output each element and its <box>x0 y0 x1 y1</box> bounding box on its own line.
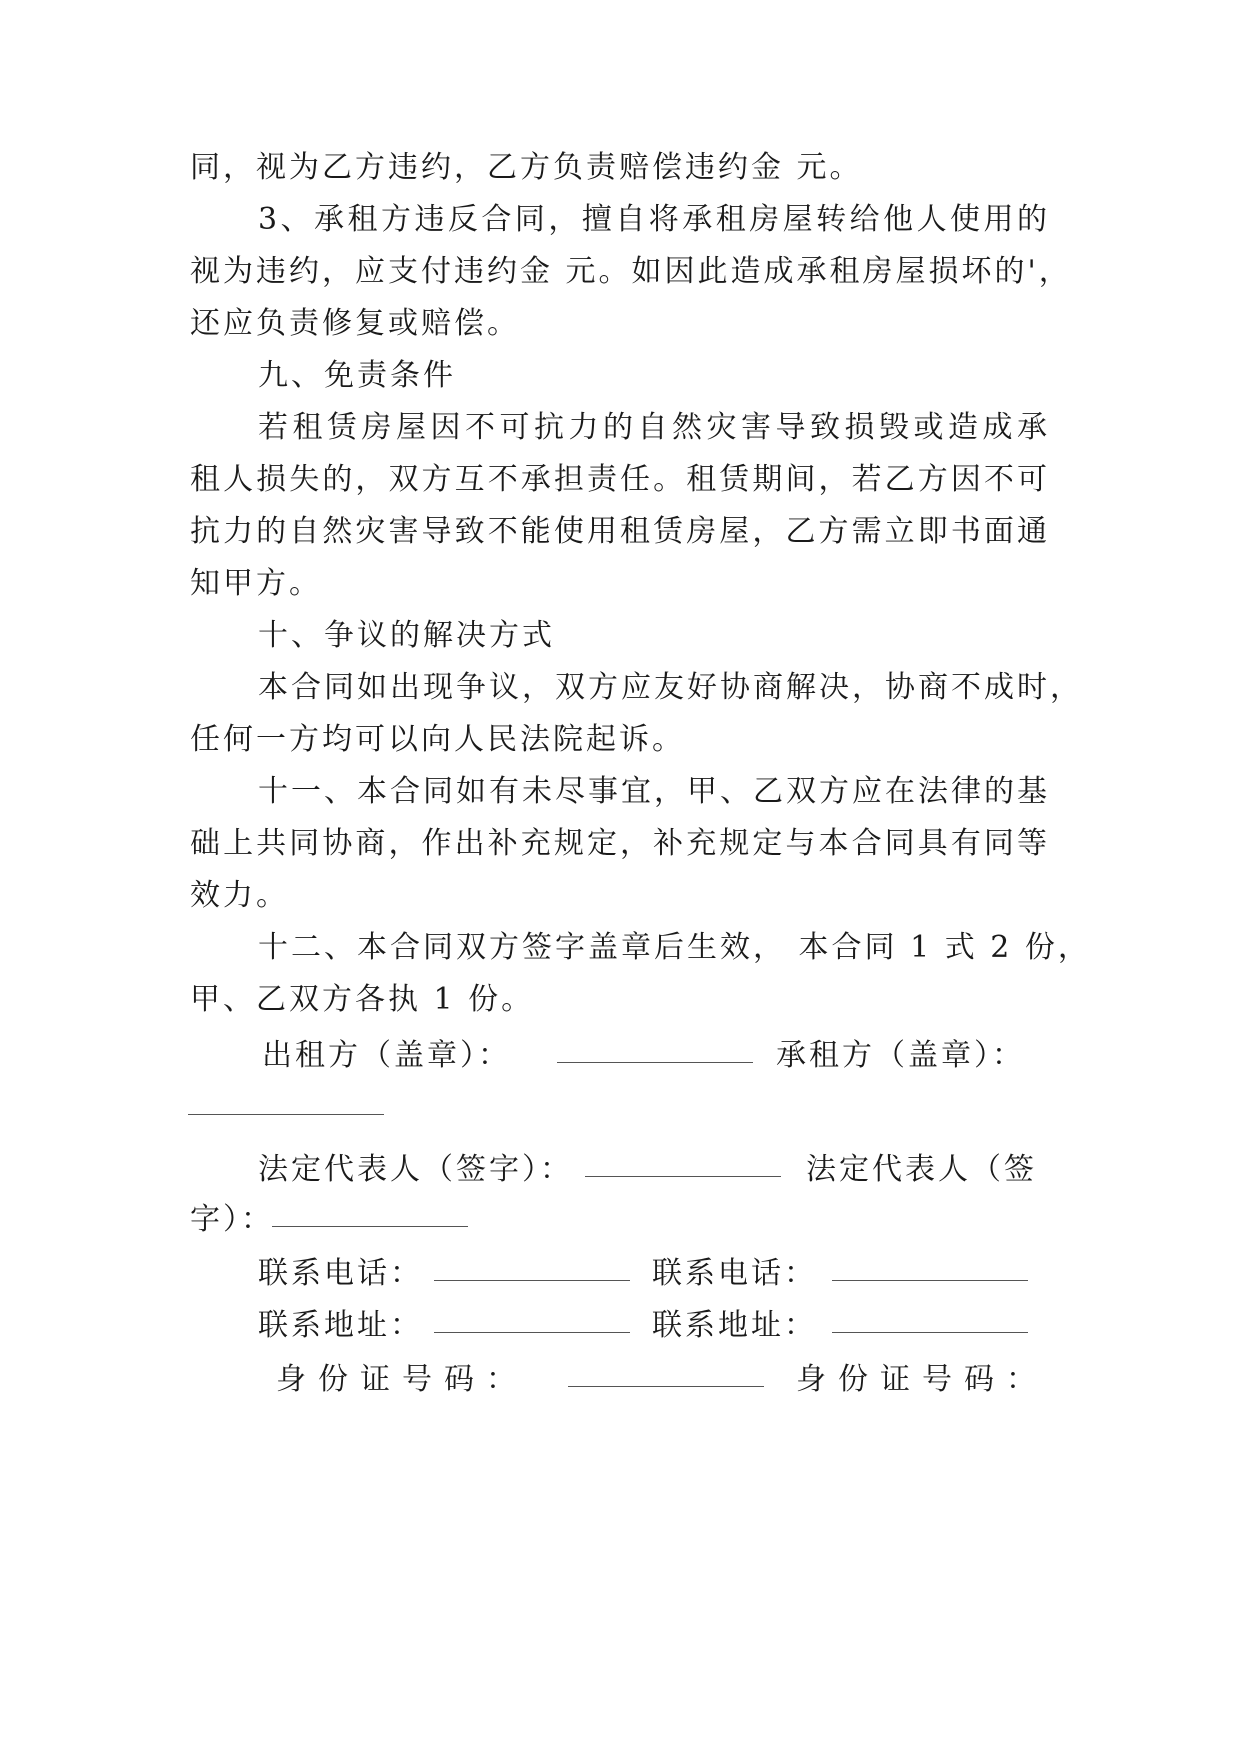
id-number-blank <box>568 1360 764 1387</box>
address-blank <box>832 1306 1028 1333</box>
lessor-seal-label: 出租方（盖章）： <box>262 1038 511 1073</box>
legal-rep-label: 字）： <box>190 1202 274 1237</box>
address-label: 联系地址： <box>652 1308 817 1343</box>
phone-label: 联系电话： <box>258 1256 423 1291</box>
phone-blank <box>434 1254 630 1281</box>
legal-rep-blank <box>585 1150 781 1177</box>
legal-rep-label: 法定代表人（签 <box>806 1152 1037 1187</box>
section-heading: 十、争议的解决方式 <box>258 618 555 653</box>
legal-rep-label: 法定代表人（签字）： <box>258 1152 573 1187</box>
text-line: 若租赁房屋因不可抗力的自然灾害导致损毁或造成承 <box>258 410 1050 445</box>
legal-rep-blank <box>272 1200 468 1227</box>
text-line: 抗力的自然灾害导致不能使用租赁房屋，乙方需立即书面通 <box>190 514 1050 549</box>
text-line: 任何一方均可以向人民法院起诉。 <box>190 722 685 757</box>
phone-blank <box>832 1254 1028 1281</box>
id-number-label: 身份证号码： <box>276 1362 528 1397</box>
address-label: 联系地址： <box>258 1308 423 1343</box>
lessee-seal-blank <box>188 1088 384 1115</box>
text-line: 3、承租方违反合同，擅自将承租房屋转给他人使用的 <box>258 202 1050 237</box>
text-line: 知甲方。 <box>190 566 322 601</box>
text-line: 十二、本合同双方签字盖章后生效， 本合同 1 式 2 份， <box>258 930 1091 965</box>
text-line: 还应负责修复或赔偿。 <box>190 306 520 341</box>
phone-label: 联系电话： <box>652 1256 817 1291</box>
text-line: 同，视为乙方违约，乙方负责赔偿违约金 元。 <box>190 150 863 185</box>
text-line: 本合同如出现争议，双方应友好协商解决，协商不成时， <box>258 670 1083 705</box>
id-number-label: 身份证号码： <box>796 1362 1048 1397</box>
text-line: 础上共同协商，作出补充规定，补充规定与本合同具有同等 <box>190 826 1050 861</box>
lessee-seal-label: 承租方（盖章）： <box>776 1038 1025 1073</box>
text-line: 甲、乙双方各执 1 份。 <box>190 982 535 1017</box>
section-heading: 九、免责条件 <box>258 358 456 393</box>
address-blank <box>434 1306 630 1333</box>
text-line: 视为违约，应支付违约金 元。如因此造成承租房屋损坏的'， <box>190 254 1072 289</box>
lessor-seal-blank <box>557 1036 753 1063</box>
text-line: 租人损失的，双方互不承担责任。租赁期间，若乙方因不可 <box>190 462 1050 497</box>
text-line: 十一、本合同如有未尽事宜，甲、乙双方应在法律的基 <box>258 774 1050 809</box>
text-line: 效力。 <box>190 878 289 913</box>
